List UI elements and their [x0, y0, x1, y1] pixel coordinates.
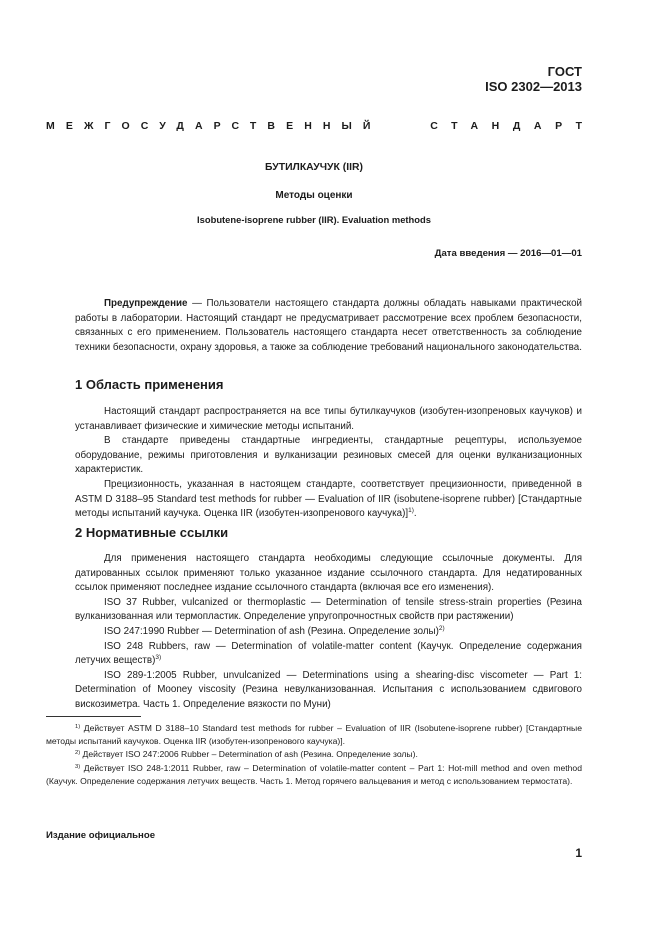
section-1-heading: 1 Область применения: [75, 377, 224, 392]
reference-text: ISO 247:1990 Rubber — Determination of ash (Резина. Определение золы): [104, 625, 439, 637]
page-number: 1: [575, 846, 582, 860]
standard-designation: [485, 64, 582, 94]
paragraph-end: .: [413, 508, 417, 520]
footnote-mark: 3): [75, 763, 81, 770]
footnote: [46, 762, 582, 788]
footnote-ref: 2): [438, 624, 445, 632]
footnote: [46, 722, 582, 748]
gost-label: ГОСТ: [547, 64, 582, 79]
reference-item: [75, 625, 582, 640]
footnote-mark: 2): [75, 750, 81, 757]
footnote-text: Действует ASTM D 3188–10 Standard test methods for rubber – Evaluation of IIR (Isobutene-isoprene rubber) [Стандартные методы испытаний каучуков. Оценка IIR (изобутен-изопренового каучука)].: [46, 723, 582, 747]
footnote-ref: 3): [155, 654, 162, 662]
reference-item: [75, 640, 582, 669]
standard-type-banner: [46, 120, 596, 132]
document-english-title: Isobutene-isoprene rubber (IIR). Evaluation methods: [197, 214, 431, 225]
reference-text: ISO 248 Rubbers, raw — Determination of volatile-matter content (Каучук. Определение содержания летучих веществ): [75, 640, 582, 667]
footnote-text: Действует ISO 247:2006 Rubber – Determination of ash (Резина. Определение золы).: [80, 749, 418, 760]
footnote-mark: 1): [75, 724, 81, 730]
section-1-body: [75, 405, 582, 522]
warning-paragraph: [75, 297, 582, 355]
footnotes: [46, 722, 582, 788]
footnote-separator: [46, 716, 141, 717]
section-2-heading: 2 Нормативные ссылки: [75, 525, 229, 540]
paragraph: Для применения настоящего стандарта необходимы следующие ссылочные документы. Для датированных ссылок применяют только указанное издание ссылочного стандарта. Для недатированных ссылок применяют последнее издание ссылочного стандарта (включая все его изменения).: [75, 553, 582, 594]
footnote: [46, 748, 582, 761]
warning-text: — Пользователи настоящего стандарта должны обладать навыками практической работы в лаборатории. Настоящий стандарт не предусматривает рассмотрение всех проблем безопасности, связанных с его применением. Пользователь настоящего стандарта несет ответственность за соблюдение техники безопасности, охрану здоровья, а также за соблюдение требований национального законодательства.: [75, 298, 582, 353]
section-2-body: [75, 552, 582, 713]
warning-label: Предупреждение: [104, 298, 188, 309]
paragraph: Настоящий стандарт распространяется на все типы бутилкаучуков (изобутен-изопреновых каучуков) и устанавливает физические и химические методы испытаний.: [75, 406, 582, 432]
footnote-text: Действует ISO 248-1:2011 Rubber, raw – Determination of volatile-matter content – Part 1: Hot-mill method and oven method (Каучук. Определение содержания летучих веществ. Часть 1. Метод горячего вальцевания и метод с использованием термостата).: [46, 762, 582, 786]
introduction-date: Дата введения — 2016—01—01: [434, 248, 582, 259]
reference-item: ISO 289-1:2005 Rubber, unvulcanized — Determinations using a shearing-disc viscometer — Part 1: Determination of Mooney viscosity (Резина невулканизованная. Испытания с использованием сдвигового вискозиметра. Часть 1. Определение вязкости по Муни): [75, 669, 582, 710]
document-subtitle: Методы оценки: [275, 190, 353, 201]
standard-code: ISO 2302—2013: [485, 79, 582, 94]
paragraph: [75, 478, 582, 522]
reference-item: ISO 37 Rubber, vulcanized or thermoplastic — Determination of tensile stress-strain properties (Резина вулканизованная или термопластик. Определение упругопрочностных свойств при растяжении): [75, 596, 582, 623]
banner-word-standard: СТАНДАРТ: [430, 120, 596, 132]
paragraph: В стандарте приведены стандартные ингредиенты, стандартные рецептуры, используемое оборудование, режимы приготовления и вулканизации резиновых смесей для оценки вулканизационных характеристик.: [75, 435, 582, 476]
paragraph-text: Прецизионность, указанная в настоящем стандарте, соответствует прецизионности, приведенной в ASTM D 3188–95 Standard test methods for rubber — Evaluation of IIR (isobutene-isoprene rubber) [Стандартные методы испытаний каучука. Оценка IIR (изобутен-изопренового каучука)]: [75, 478, 582, 520]
footnote-ref: 1): [408, 507, 414, 515]
banner-word-interstate: МЕЖГОСУДАРСТВЕННЫЙ: [46, 120, 382, 132]
official-edition-label: Издание официальное: [46, 830, 156, 841]
document-title: БУТИЛКАУЧУК (IIR): [265, 162, 363, 173]
